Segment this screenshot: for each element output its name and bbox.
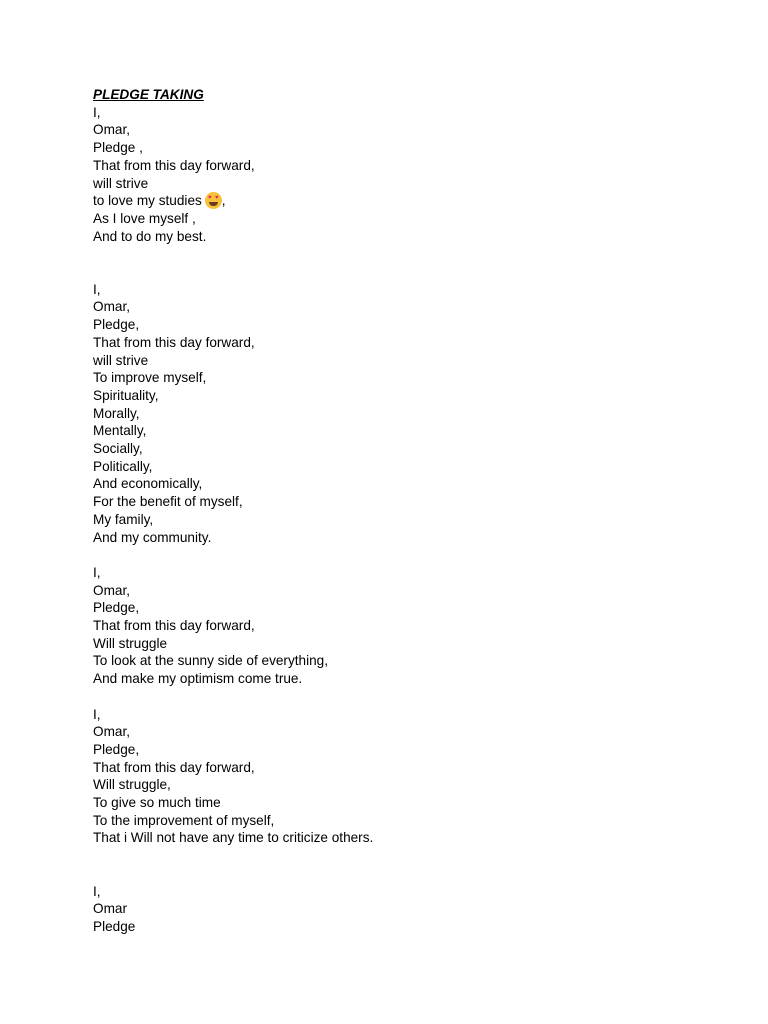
stanza-line: That from this day forward, bbox=[93, 157, 255, 173]
stanza-line: Pledge , bbox=[93, 140, 143, 156]
stanza-line: I, bbox=[93, 104, 101, 120]
heart-eyes-emoji-icon: ♥ ♥ bbox=[205, 192, 222, 209]
stanza-line: To improve myself, bbox=[93, 370, 207, 386]
stanza-line: Morally, bbox=[93, 405, 140, 421]
blank-line bbox=[93, 546, 733, 564]
stanza-line: And my community. bbox=[93, 529, 212, 545]
stanza-line: My family, bbox=[93, 511, 154, 527]
stanza-line: will strive bbox=[93, 352, 149, 368]
stanza-line: To look at the sunny side of everything, bbox=[93, 653, 329, 669]
stanza-line: Omar, bbox=[93, 299, 131, 315]
stanza-line: Pledge, bbox=[93, 741, 140, 757]
stanza-line: will strive bbox=[93, 175, 149, 191]
stanza-line: Politically, bbox=[93, 458, 153, 474]
stanza-line: That from this day forward, bbox=[93, 759, 255, 775]
stanza-line: To give so much time bbox=[93, 795, 221, 811]
stanza-line: And to do my best. bbox=[93, 228, 207, 244]
stanza-line: Omar bbox=[93, 901, 127, 917]
stanza-line: And economically, bbox=[93, 476, 203, 492]
blank-line bbox=[93, 245, 733, 263]
stanza-4 bbox=[93, 706, 733, 848]
stanza-line: Pledge bbox=[93, 918, 136, 934]
stanza-2 bbox=[93, 281, 733, 547]
stanza-line: Omar, bbox=[93, 582, 131, 598]
stanza-line: Spirituality, bbox=[93, 387, 159, 403]
blank-line bbox=[93, 263, 733, 281]
stanza-line-with-emoji bbox=[93, 192, 733, 210]
stanza-line: As I love myself , bbox=[93, 210, 196, 226]
blank-line bbox=[93, 688, 733, 706]
stanza-line: Pledge, bbox=[93, 317, 140, 333]
stanza-line: To the improvement of myself, bbox=[93, 812, 275, 828]
stanza-1 bbox=[93, 104, 733, 246]
stanza-5 bbox=[93, 883, 733, 936]
document-title: PLEDGE TAKING bbox=[93, 87, 204, 102]
stanza-line: Omar, bbox=[93, 122, 131, 138]
studies-comma: , bbox=[221, 193, 226, 209]
stanza-line: That i Will not have any time to criticize others. bbox=[93, 830, 374, 846]
blank-line bbox=[93, 847, 733, 865]
stanza-line: I, bbox=[93, 706, 101, 722]
stanza-line: I, bbox=[93, 883, 101, 899]
stanza-line: That from this day forward, bbox=[93, 334, 255, 350]
stanza-line: Pledge, bbox=[93, 600, 140, 616]
stanza-line: For the benefit of myself, bbox=[93, 494, 243, 510]
stanza-line: That from this day forward, bbox=[93, 618, 255, 634]
stanza-3 bbox=[93, 564, 733, 688]
stanza-line: Will struggle, bbox=[93, 777, 171, 793]
studies-text: to love my studies bbox=[93, 193, 202, 209]
document-page bbox=[93, 86, 733, 936]
stanza-line: Omar, bbox=[93, 724, 131, 740]
stanza-line: I, bbox=[93, 564, 101, 580]
stanza-line: I, bbox=[93, 281, 101, 297]
blank-line bbox=[93, 865, 733, 883]
stanza-line: Mentally, bbox=[93, 423, 147, 439]
stanza-line: Socially, bbox=[93, 441, 143, 457]
stanza-line: Will struggle bbox=[93, 635, 168, 651]
stanza-line: And make my optimism come true. bbox=[93, 671, 303, 687]
